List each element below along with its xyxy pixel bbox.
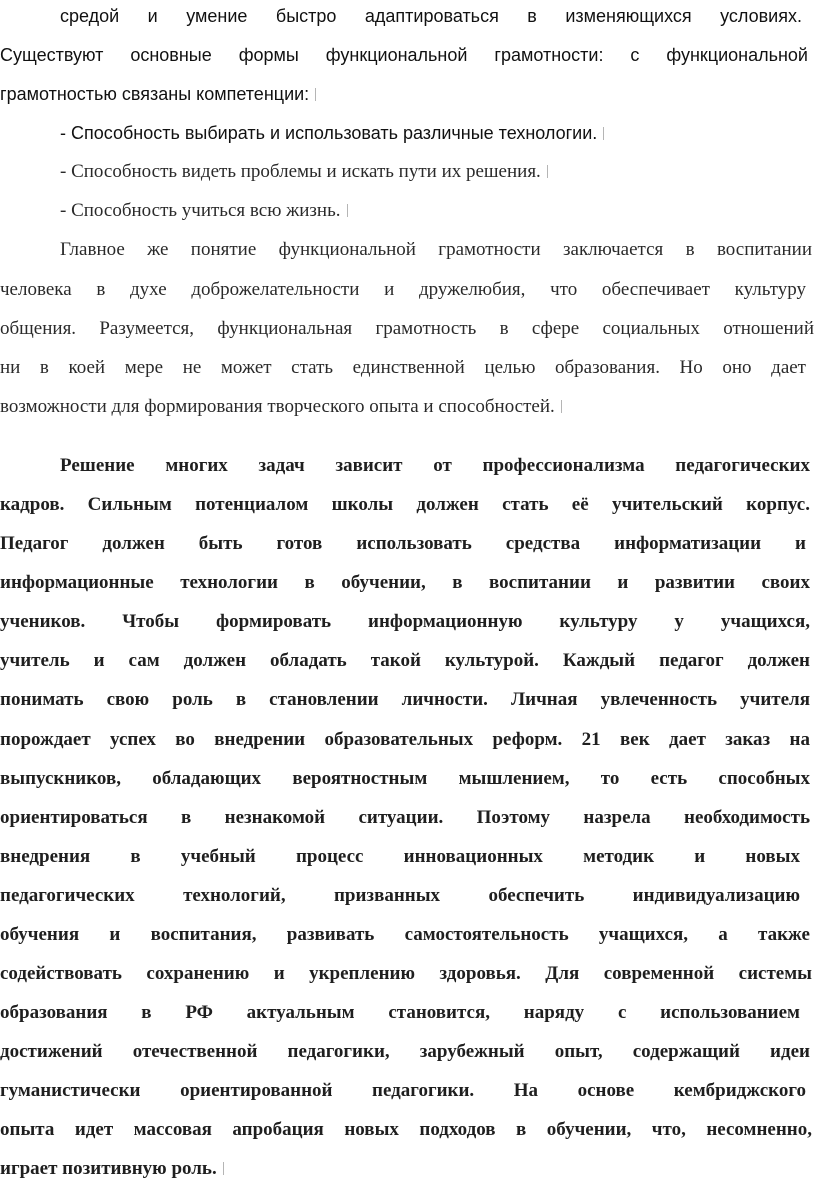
- text-line: [0, 923, 810, 947]
- text-line: [60, 238, 812, 262]
- text-span: общения. Разумеется, функциональная грамотность в сфере социальных отношений: [0, 318, 814, 339]
- text-line: [0, 356, 806, 380]
- text-span: возможности для формирования творческого опыта и способностей.: [0, 396, 555, 417]
- text-line: [0, 845, 800, 869]
- text-span: грамотностью связаны компетенции:: [0, 84, 310, 104]
- text-span: понимать свою роль в становлении личности. Личная увлеченность учителя: [0, 689, 810, 710]
- text-line: [0, 649, 810, 673]
- paragraph-mark-icon: [315, 88, 318, 101]
- text-line: [0, 1079, 806, 1103]
- paragraph-mark-icon: [347, 204, 350, 217]
- paragraph-mark-icon: [547, 165, 550, 178]
- text-span: образования в РФ актуальным становится, наряду с использованием: [0, 1002, 800, 1023]
- text-span: - Способность видеть проблемы и искать пути их решения.: [60, 161, 541, 182]
- text-line: [0, 532, 806, 556]
- text-span: играет позитивную роль.: [0, 1158, 217, 1179]
- text-line: [0, 1157, 226, 1181]
- paragraph-mark-icon: [603, 127, 606, 140]
- text-line: [0, 493, 810, 517]
- text-line: [0, 728, 810, 752]
- text-line: [0, 43, 808, 67]
- text-span: - Способность учиться всю жизнь.: [60, 200, 341, 221]
- text-line: [0, 1118, 812, 1142]
- text-span: - Способность выбирать и использовать различные технологии.: [60, 123, 598, 143]
- text-span: гуманистически ориентированной педагогики. На основе кембриджского: [0, 1080, 806, 1101]
- text-span: достижений отечественной педагогики, зарубежный опыт, содержащий идеи: [0, 1041, 810, 1062]
- text-line: [0, 962, 812, 986]
- text-line: [60, 454, 810, 478]
- list-item: [60, 160, 550, 184]
- text-span: информационные технологии в обучении, в воспитании и развитии своих: [0, 572, 810, 593]
- text-line: [0, 571, 810, 595]
- text-span: внедрения в учебный процесс инновационных методик и новых: [0, 846, 800, 867]
- text-span: Педагог должен быть готов использовать средства информатизации и: [0, 533, 806, 554]
- text-span: порождает успех во внедрении образовательных реформ. 21 век дает заказ на: [0, 729, 810, 750]
- text-line: [0, 82, 318, 106]
- paragraph-mark-icon: [561, 400, 564, 413]
- text-line: [0, 1001, 800, 1025]
- text-line: [0, 688, 810, 712]
- text-line: [0, 884, 800, 908]
- text-span: учитель и сам должен обладать такой культурой. Каждый педагог должен: [0, 650, 810, 671]
- text-line: [0, 317, 814, 341]
- text-line: [0, 767, 810, 791]
- text-span: Решение многих задач зависит от профессионализма педагогических: [60, 455, 810, 476]
- text-span: опыта идет массовая апробация новых подходов в обучении, что, несомненно,: [0, 1119, 812, 1140]
- text-line: [0, 610, 810, 634]
- text-span: Главное же понятие функциональной грамотности заключается в воспитании: [60, 239, 812, 260]
- paragraph-mark-icon: [223, 1162, 226, 1175]
- text-span: обучения и воспитания, развивать самостоятельность учащихся, а также: [0, 924, 810, 945]
- text-span: педагогических технологий, призванных обеспечить индивидуализацию: [0, 885, 800, 906]
- text-span: ни в коей мере не может стать единственной целью образования. Но оно дает: [0, 357, 806, 378]
- text-span: средой и умение быстро адаптироваться в изменяющихся условиях.: [60, 6, 802, 26]
- text-span: кадров. Сильным потенциалом школы должен стать её учительский корпус.: [0, 494, 810, 515]
- text-span: учеников. Чтобы формировать информационную культуру у учащихся,: [0, 611, 810, 632]
- text-span: Существуют основные формы функциональной грамотности: с функциональной: [0, 45, 808, 65]
- text-span: выпускников, обладающих вероятностным мышлением, то есть способных: [0, 768, 810, 789]
- text-line: [0, 806, 810, 830]
- list-item: [60, 121, 606, 145]
- text-line: [60, 4, 802, 28]
- text-line: [0, 395, 564, 419]
- text-span: человека в духе доброжелательности и дружелюбия, что обеспечивает культуру: [0, 279, 806, 300]
- text-line: [0, 278, 806, 302]
- text-line: [0, 1040, 810, 1064]
- text-span: содействовать сохранению и укреплению здоровья. Для современной системы: [0, 963, 812, 984]
- text-span: ориентироваться в незнакомой ситуации. Поэтому назрела необходимость: [0, 807, 810, 828]
- list-item: [60, 199, 350, 223]
